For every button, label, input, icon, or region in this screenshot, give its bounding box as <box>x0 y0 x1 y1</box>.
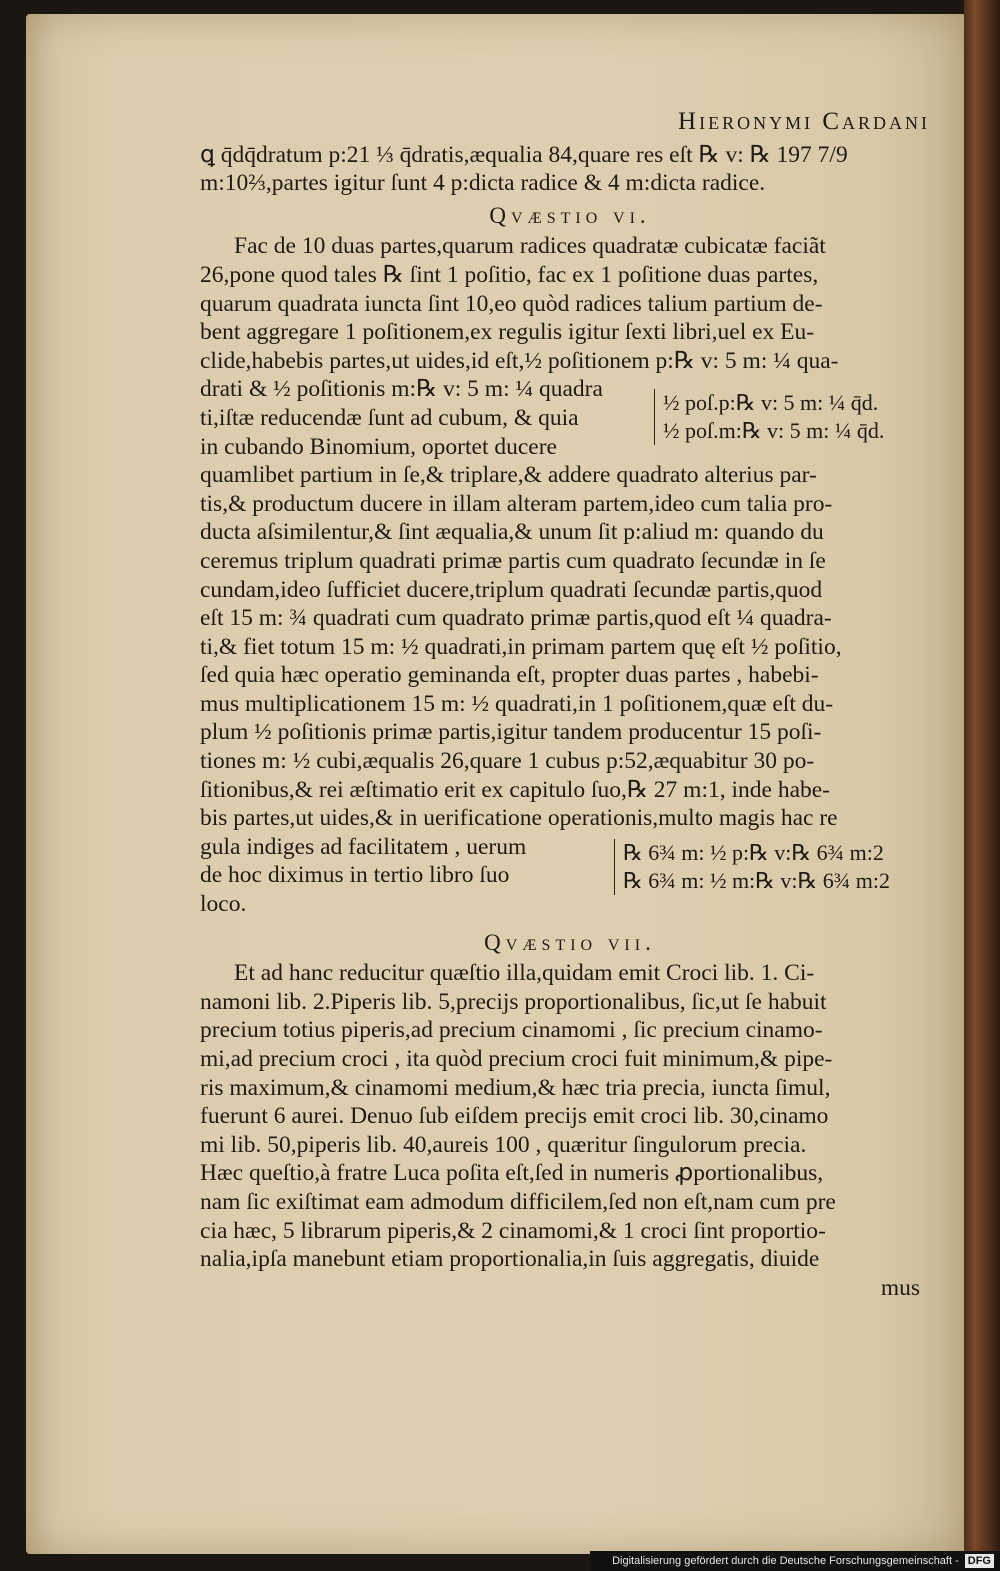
text-line: cia hæc, 5 librarum piperis,& 2 cinamomi,& 1 croci ſint proportio- <box>200 1217 826 1244</box>
dfg-logo: DFG <box>965 1554 994 1568</box>
text-line: de hoc diximus in tertio libro ſuo <box>200 862 510 889</box>
text-line: quarum quadrata iuncta ſint 10,eo quòd radices talium partium de- <box>200 290 823 317</box>
text-line: ꝗ q̄dq̄dratum p:21 ⅓ q̄dratis,æqualia 84,quare res eſt ℞ v: ℞ 197 7/9 <box>200 141 848 168</box>
section-heading-q7: Qvæstio vii. <box>484 929 656 955</box>
text-line: ris maximum,& cinamomi medium,& hæc tria precia, iuncta ſimul, <box>200 1074 831 1101</box>
text-line: ceremus triplum quadrati primæ partis cum quadrato ſecundæ in ſe <box>200 547 826 574</box>
text-with-formula <box>200 833 940 919</box>
text-line: ti,& fiet totum 15 m: ½ quadrati,in primam partem quę eſt ½ poſitio, <box>200 633 842 660</box>
q6-paragraph <box>200 232 940 918</box>
text-line: in cubando Binomium, oportet ducere <box>200 433 557 460</box>
catchword: mus <box>880 1274 920 1301</box>
intro-paragraph <box>200 141 940 198</box>
formula-line: ½ poſ.m:℞ v: 5 m: ¼ q̄d. <box>663 418 885 444</box>
text-line: ſitionibus,& rei æſtimatio erit ex capitulo ſuo,℞ 27 m:1, inde habe- <box>200 776 831 803</box>
text-line: tis,& productum ducere in illam alteram partem,ideo cum talia pro- <box>200 490 833 517</box>
text-line: mus multiplicationem 15 m: ½ quadrati,in 1 poſitionem,quæ eſt du- <box>200 690 834 717</box>
formula-line: ℞ 6¾ m: ½ p:℞ v:℞ 6¾ m:2 <box>623 839 884 865</box>
text-with-formula <box>200 375 940 461</box>
text-line: namoni lib. 2.Piperis lib. 5,precijs proportionalibus, ſic,ut ſe habuit <box>200 988 827 1015</box>
text-line: clide,habebis partes,ut uides,id eſt,½ poſitionem p:℞ v: 5 m: ¼ qua- <box>200 347 839 374</box>
text-line: bent aggregare 1 poſitionem,ex regulis igitur ſexti libri,uel ex Eu- <box>200 319 815 346</box>
text-line: nam ſic exiſtimat eam admodum difficilem,ſed non eſt,nam cum pre <box>200 1188 836 1215</box>
q7-paragraph <box>200 959 940 1302</box>
text-line: 26,pone quod tales ℞ ſint 1 poſitio, fac ex 1 poſitione duas partes, <box>200 261 819 288</box>
text-line: bis partes,ut uides,& in uerificatione operationis,multo magis hac re <box>200 805 838 832</box>
footer-text: Digitalisierung gefördert durch die Deutsche Forschungsgemeinschaft - <box>612 1555 959 1567</box>
running-head: Hieronymi Cardani <box>678 108 930 135</box>
text-line: m:10⅔,partes igitur ſunt 4 p:dicta radice & 4 m:dicta radice. <box>200 170 766 197</box>
text-line: tiones m: ½ cubi,æqualis 26,quare 1 cubus p:52,æquabitur 30 po- <box>200 748 815 775</box>
text-line: mi,ad precium croci , ita quòd precium croci fuit minimum,& pipe- <box>200 1046 833 1072</box>
text-line: gula indiges ad facilitatem , uerum <box>200 833 527 860</box>
text-line: ti,iſtæ reducendæ ſunt ad cubum, & quia <box>200 404 579 431</box>
text-line: nalia,ipſa manebunt etiam proportionalia,in ſuis aggregatis, diuide <box>200 1246 820 1273</box>
formula-box <box>614 839 890 895</box>
text-line: loco. <box>200 891 247 918</box>
formula-line: ½ poſ.p:℞ v: 5 m: ¼ q̄d. <box>663 390 879 416</box>
text-line: ducta aſsimilentur,& ſint æqualia,& unum ſit p:aliud m: quando du <box>200 519 824 546</box>
text-line: ſed quia hæc operatio geminanda eſt, propter duas partes , habebi- <box>200 662 819 689</box>
section-heading-q6: Qvæstio vi. <box>489 202 651 228</box>
text-line: eſt 15 m: ¾ quadrati cum quadrato primæ partis,quod eſt ¼ quadra- <box>200 605 832 632</box>
formula-line: ℞ 6¾ m: ½ m:℞ v:℞ 6¾ m:2 <box>623 867 890 893</box>
text-line: Fac de 10 duas partes,quarum radices quadratæ cubicatæ faciãt <box>234 233 826 260</box>
text-line: drati & ½ poſitionis m:℞ v: 5 m: ¼ quadra <box>200 376 603 403</box>
page-text-block <box>200 108 940 1302</box>
text-line: quamlibet partium in ſe,& triplare,& addere quadrato alterius par- <box>200 462 817 489</box>
text-line: precium totius piperis,ad precium cinamomi , ſic precium cinamo- <box>200 1017 823 1044</box>
text-line: mi lib. 50,piperis lib. 40,aureis 100 , quæritur ſingulorum precia. <box>200 1131 807 1158</box>
split-text <box>200 833 600 919</box>
text-line: Hæc queſtio,à fratre Luca poſita eſt,ſed in numeris ꝓportionalibus, <box>200 1160 824 1187</box>
digitization-footer <box>590 1551 1000 1571</box>
text-line: Et ad hanc reducitur quæſtio illa,quidam emit Croci lib. 1. Ci- <box>234 960 815 987</box>
book-spine-edge <box>964 0 1000 1571</box>
formula-box <box>654 389 884 445</box>
text-line: plum ½ poſitionis primæ partis,igitur tandem producentur 15 poſi- <box>200 719 822 746</box>
text-line: fuerunt 6 aurei. Denuo ſub eiſdem precijs emit croci lib. 30,cinamo <box>200 1103 829 1130</box>
text-line: cundam,ideo ſufficiet ducere,triplum quadrati ſecundæ partis,quod <box>200 576 823 603</box>
split-text <box>200 375 640 461</box>
